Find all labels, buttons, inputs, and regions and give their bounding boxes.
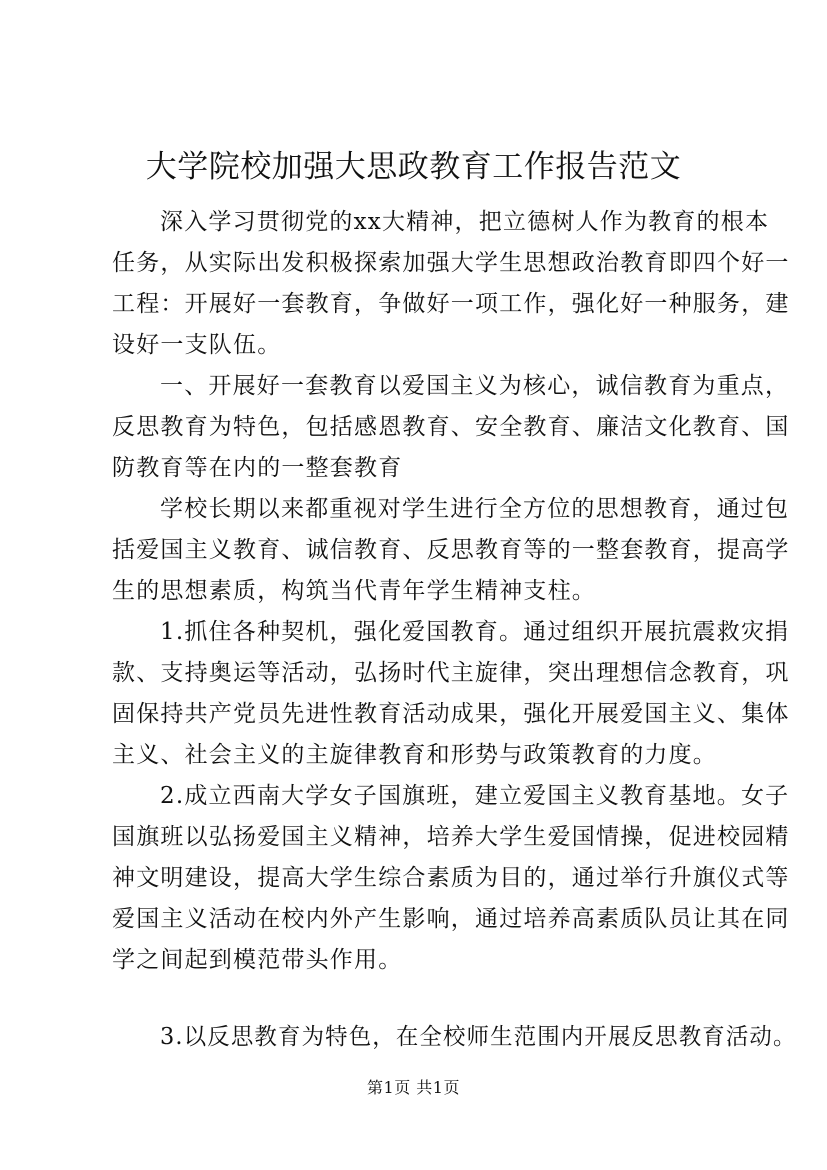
- paragraph-line: 主义、社会主义的主旋律教育和形势与政策教育的力度。: [112, 742, 717, 768]
- paragraph-line: 爱国主义活动在校内外产生影响，通过培养高素质队员让其在同: [112, 906, 790, 932]
- paragraph-line: 设好一支队伍。: [112, 332, 282, 358]
- paragraph-line: 学校长期以来都重视对学生进行全方位的思想教育，通过包: [160, 496, 790, 522]
- paragraph-line: 学之间起到模范带头作用。: [112, 947, 403, 973]
- paragraph-line: 1.抓住各种契机，强化爱国教育。通过组织开展抗震救灾捐: [160, 619, 790, 645]
- paragraph-line: 一、开展好一套教育以爱国主义为核心，诚信教育为重点，: [160, 373, 790, 399]
- page-number: 第1页 共1页: [367, 1078, 460, 1097]
- document-title: 大学院校加强大思政教育工作报告范文: [145, 149, 682, 185]
- paragraph-line: 款、支持奥运等活动，弘扬时代主旋律，突出理想信念教育，巩: [112, 660, 790, 686]
- paragraph-line: 神文明建设，提高大学生综合素质为目的，通过举行升旗仪式等: [112, 865, 790, 891]
- paragraph-line: 生的思想素质，构筑当代青年学生精神支柱。: [112, 578, 596, 604]
- paragraph-line: 反思教育为特色，包括感恩教育、安全教育、廉洁文化教育、国: [112, 414, 790, 440]
- paragraph-line: 固保持共产党员先进性教育活动成果，强化开展爱国主义、集体: [112, 701, 790, 727]
- paragraph-line: 防教育等在内的一整套教育: [112, 455, 403, 481]
- paragraph-line: 3.以反思教育为特色，在全校师生范围内开展反思教育活动。: [160, 1024, 797, 1050]
- paragraph-line: 深入学习贯彻党的xx大精神，把立德树人作为教育的根本: [160, 209, 770, 235]
- paragraph-line: 任务，从实际出发积极探索加强大学生思想政治教育即四个好一: [112, 250, 790, 276]
- paragraph-line: 工程：开展好一套教育，争做好一项工作，强化好一种服务，建: [112, 291, 790, 317]
- paragraph-line: 2.成立西南大学女子国旗班，建立爱国主义教育基地。女子: [160, 783, 790, 809]
- paragraph-line: 括爱国主义教育、诚信教育、反思教育等的一整套教育，提高学: [112, 537, 790, 563]
- paragraph-line: 国旗班以弘扬爱国主义精神，培养大学生爱国情操，促进校园精: [112, 824, 790, 850]
